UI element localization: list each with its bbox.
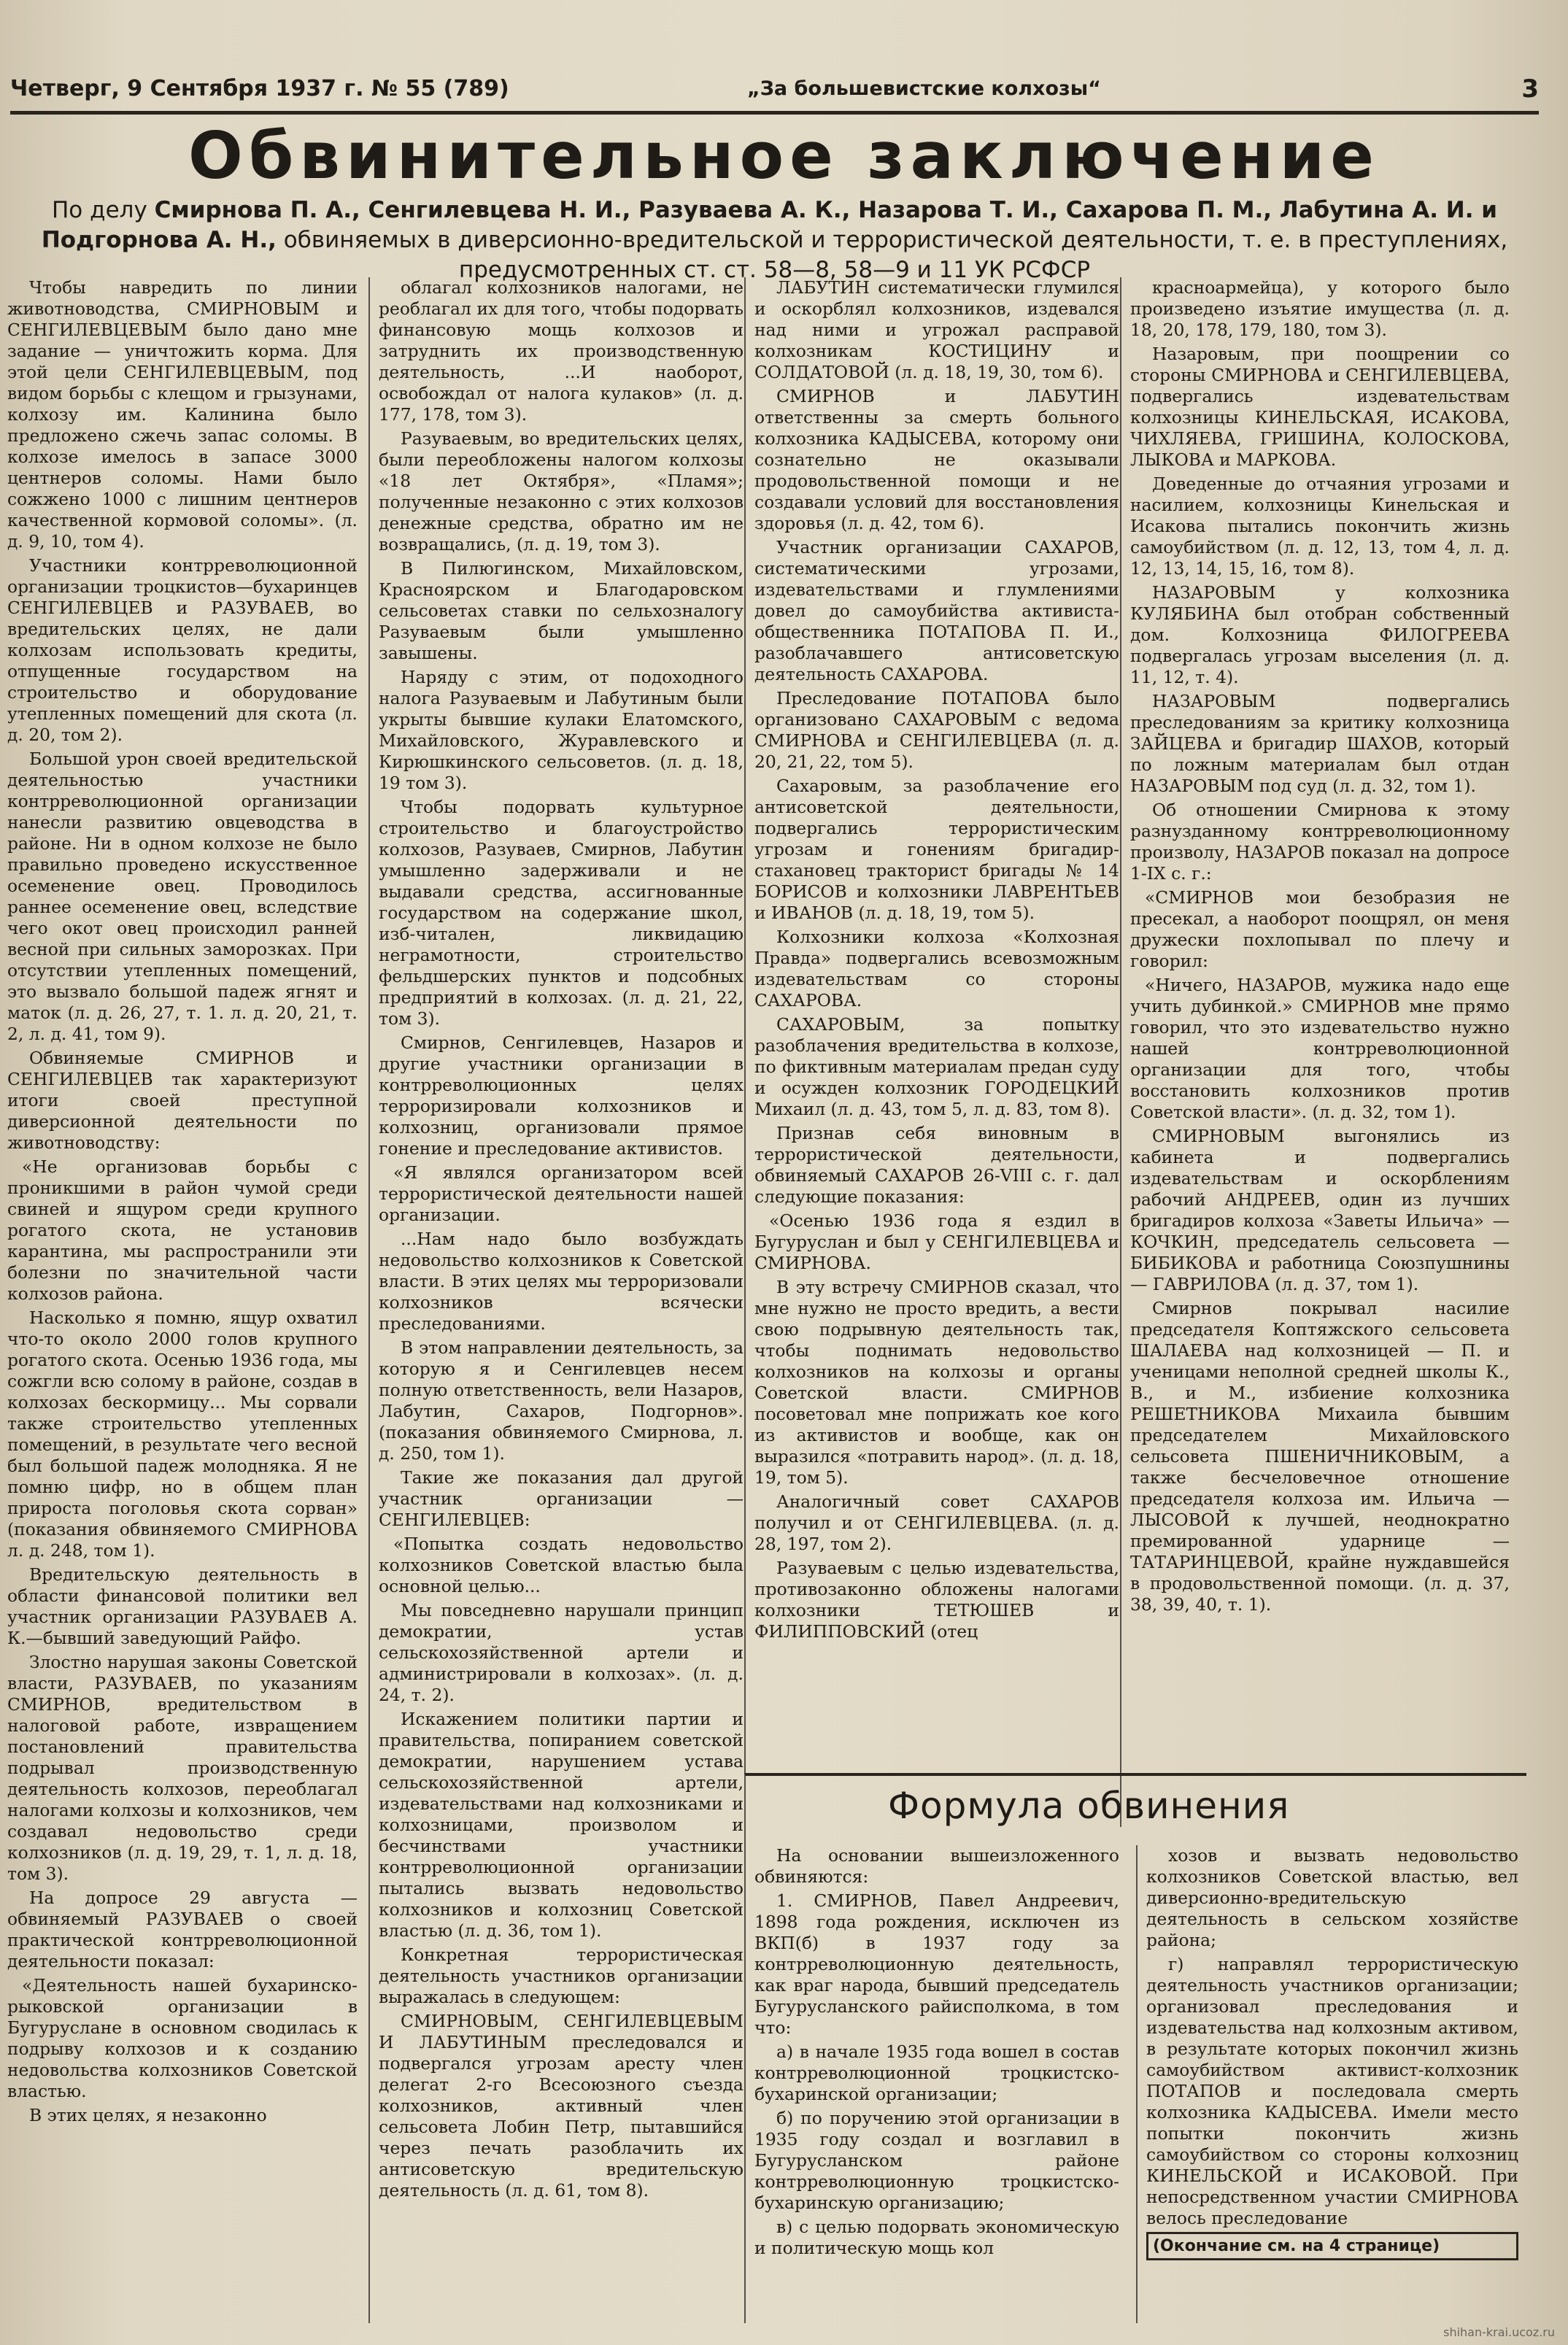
paragraph: В эту встречу СМИРНОВ сказал, что мне нужно не просто вредить, а вести свою подрывную деятельность так, чтобы поднимать недовольство колхозников на колхозы и органы Советской власти. СМИРНОВ посоветовал мне поприжать кое кого из активистов и вообще, как он выразился «потравить народ». (л. д. 18, 19, том 5). [754,1277,1119,1488]
paragraph: Преследование ПОТАПОВА было организовано САХАРОВЫМ с ведома СМИРНОВА и СЕНГИЛЕВЦЕВА (л. д. 20, 21, 22, том 5). [754,688,1119,772]
paragraph: Признав себя виновным в террористической деятельности, обвиняемый САХАРОВ 26-VIII с. г. дал следующие показания: [754,1123,1119,1207]
watermark: shihan-krai.ucoz.ru [1443,2325,1555,2339]
column-3 [744,277,1119,1827]
subhead-accused: Смирнова П. А., Сенгилевцева Н. И., Разуваева А. К., Назарова Т. И., Сахарова П. М., Лабутина А. И. и Подгорнова А. Н., [41,197,1497,253]
paragraph: Искажением политики партии и правительства, попиранием советской демократии, нарушением устава сельскохозяйственной артели, издевательствами над колхозниками и колхозницами, произволом и бесчинствами участники контрреволюционной организации пытались вызвать недовольство колхозников и колхозниц Советской властью (л. д. 36, том 1). [379,1709,744,1941]
paragraph: Наряду с этим, от подоходного налога Разуваевым и Лабутиным были укрыты бывшие кулаки Елатомского, Михайловского, Журавлевского и Кирюшкинского сельсоветов. (л. д. 18, 19 том 3). [379,667,744,793]
paragraph: «Попытка создать недовольство колхозников Советской властью была основной целью... [379,1534,744,1596]
paragraph: Участник организации САХАРОВ, систематическими угрозами, издевательствами и глумлениями довел до самоубийства активиста-общественника ПОТАПОВА П. И., разоблачавшего антисоветскую деятельность САХАРОВА. [754,537,1119,684]
formula-section [744,1773,1526,2323]
formula-column-left [754,1845,1119,2323]
paragraph: «Я являлся организатором всей террористической деятельности нашей организации. [379,1162,744,1225]
paragraph: Смирнов, Сенгилевцев, Назаров и другие участники организации в контрреволюционных целях терроризировали колхозников и колхозниц, организовали прямое гонение и преследование активистов. [379,1032,744,1159]
paper-name: „За большевистские колхозы“ [747,77,1101,100]
paragraph: САХАРОВЫМ, за попытку разоблачения вредительства в колхозе, по фиктивным материалам предан суду и осужден колхозник ГОРОДЕЦКИЙ Михаил (л. д. 43, том 5, л. д. 83, том 8). [754,1014,1119,1119]
paragraph: Злостно нарушая законы Советской власти, РАЗУВАЕВ, по указаниям СМИРНОВ, вредительством в налоговой работе, извращением постановлений правительства подрывал производственную деятельность колхозов, переоблагал налогами колхозы и колхозников, чем создавал недовольство среди колхозников (л. д. 19, 29, т. 1, л. д. 18, том 3). [7,1652,358,1884]
paragraph: красноармейца), у которого было произведено изъятие имущества (л. д. 18, 20, 178, 179, 180, том 3). [1130,277,1510,340]
paragraph: Смирнов покрывал насилие председателя Коптяжского сельсовета ШАЛАЕВА над колхозницей — П. и ученицами неполной средней школы К., В., и М., избиение колхозника РЕШЕТНИКОВА Михаила бывшим председателем Михайловского сельсовета ПШЕНИЧНИКОВЫМ, а также бесчеловечное отношение председателя колхоза им. Ильича — ЛЫСОВОЙ к лучшей, неоднократно премированной ударнице — ТАТАРИНЦЕВОЙ, крайне нуждавшейся в продовольственной помощи. (л. д. 37, 38, 39, 40, т. 1). [1130,1298,1510,1615]
paragraph: Участники контрреволюционной организации троцкистов—бухаринцев СЕНГИЛЕВЦЕВ и РАЗУВАЕВ, во вредительских целях, не дали колхозам использовать кредиты, отпущенные государством на строительство и оборудование утепленных помещений для скота (л. д. 20, том 2). [7,555,358,745]
masthead [10,67,1539,115]
paragraph: СМИРНОВ и ЛАБУТИН ответственны за смерть больного колхозника КАДЫСЕВА, которому они сознательно не оказывали продовольственной помощи и не создавали условий для восстановления здоровья (л. д. 42, том 6). [754,386,1119,533]
paragraph: Чтобы навредить по линии животноводства, СМИРНОВЫМ и СЕНГИЛЕВЦЕВЫМ было дано мне задание — уничтожить корма. Для этой цели СЕНГИЛЕВЦЕВЫМ, под видом борьбы с клещом и грызунами, колхозу им. Калинина было предложено сжечь запас соломы. В колхозе имелось в запасе 3000 центнеров соломы. Нами было сожжено 1000 с лишним центнеров качественной кормовой соломы». (л. д. 9, 10, том 4). [7,277,358,552]
paragraph: Разуваевым с целью издевательства, противозаконно обложены налогами колхозники ТЕТЮШЕВ и ФИЛИППОВСКИЙ (отец [754,1558,1119,1642]
paragraph: Мы повседневно нарушали принцип демократии, устав сельскохозяйственной артели и администрировали в колхозах». (л. д. 24, т. 2). [379,1600,744,1705]
paragraph: Колхозники колхоза «Колхозная Правда» подвергались всевозможным издевательствам со стороны САХАРОВА. [754,927,1119,1011]
subheadline [10,196,1539,285]
paragraph: Чтобы подорвать культурное строительство и благоустройство колхозов, Разуваев, Смирнов, Лабутин умышленно задерживали и не выдавали средства, ассигнованные государством на содержание школ, изб-читален, ликвидацию неграмотности, строительство фельдшерских пунктов и подсобных предприятий в колхозах. (л. д. 21, 22, том 3). [379,797,744,1029]
paragraph: Назаровым, при поощрении со стороны СМИРНОВА и СЕНГИЛЕВЦЕВА, подвергались издевательствам колхозницы КИНЕЛЬСКАЯ, ИСАКОВА, ЧИХЛЯЕВА, ГРИШИНА, КОЛОСКОВА, ЛЫКОВА и МАРКОВА. [1130,344,1510,470]
headline: Обвинительное заключение [188,118,1380,193]
paragraph: ...Нам надо было возбуждать недовольство колхозников к Советской власти. В этих целях мы терроризовали колхозников всячески преследованиями. [379,1229,744,1334]
paragraph: Вредительскую деятельность в области финансовой политики вел участник организации РАЗУВАЕВ А. К.—бывший заведующий Райфо. [7,1564,358,1648]
paragraph: Сахаровым, за разоблачение его антисоветской деятельности, подвергались террористическим угрозам и гонениям бригадир-стахановец тракторист бригады № 14 БОРИСОВ и колхозники ЛАВРЕНТЬЕВ и ИВАНОВ (л. д. 18, 19, том 5). [754,776,1119,923]
paragraph: Обвиняемые СМИРНОВ и СЕНГИЛЕВЦЕВ так характеризуют итоги своей преступной диверсионной деятельности по животноводству: [7,1048,358,1153]
paragraph: «Не организовав борьбы с проникшими в район чумой среди свиней и ящуром среди крупного рогатого скота, не установив карантина, мы распространили эти болезни по значительной части колхозов района. [7,1156,358,1304]
paragraph: Об отношении Смирнова к этому разнузданному контрреволюционному произволу, НАЗАРОВ показал на допросе 1-IX с. г.: [1130,800,1510,884]
paragraph: НАЗАРОВЫМ подвергались преследованиям за критику колхозница ЗАЙЦЕВА и бригадир ШАХОВ, который по ложным материалам был отдан НАЗАРОВЫМ под суд (л. д. 32, том 1). [1130,691,1510,796]
paragraph: хозов и вызвать недовольство колхозников Советской властью, вел диверсионно-вредительскую деятельность в сельском хозяйстве района; [1146,1845,1518,1950]
paragraph: Доведенные до отчаяния угрозами и насилием, колхозницы Кинельская и Исакова пытались покончить жизнь самоубийством (л. д. 12, 13, том 4, л. д. 12, 13, 14, 15, 16, том 8). [1130,474,1510,579]
paragraph: НАЗАРОВЫМ у колхозника КУЛЯБИНА был отобран собственный дом. Колхозница ФИЛОГРЕЕВА подвергалась угрозам выселения (л. д. 11, 12, т. 4). [1130,582,1510,687]
continuation-note: (Окончание см. на 4 странице) [1146,2232,1518,2260]
page-number: 3 [1521,74,1539,104]
paragraph: «Ничего, НАЗАРОВ, мужика надо еще учить дубинкой.» СМИРНОВ мне прямо говорил, что это издевательство нужно нашей контрреволюционной организации для того, чтобы восстановить колхозников против Советской власти». (л. д. 32, том 1). [1130,975,1510,1122]
paragraph: в) с целью подорвать экономическую и политическую мощь кол [754,2217,1119,2258]
paragraph: Такие же показания дал другой участник организации — СЕНГИЛЕВЦЕВ: [379,1467,744,1530]
paragraph: Конкретная террористическая деятельность участников организации выражалась в следующем: [379,1944,744,2007]
paragraph: Аналогичный совет САХАРОВ получил и от СЕНГИЛЕВЦЕВА. (л. д. 28, 197, том 2). [754,1491,1119,1554]
paragraph: В этом направлении деятельность, за которую я и Сенгилевцев несем полную ответственность, вели Назаров, Лабутин, Сахаров, Подгорнов». (показания обвиняемого Смирнова, л. д. 250, том 1). [379,1337,744,1464]
paragraph: «СМИРНОВ мои безобразия не пресекал, а наоборот поощрял, он меня дружески похлопывал по плечу и говорил: [1130,887,1510,971]
paragraph: ЛАБУТИН систематически глумился и оскорблял колхозников, издевался над ними и угрожал расправой колхозникам КОСТИЦИНУ и СОЛДАТОВОЙ (л. д. 18, 19, 30, том 6). [754,277,1119,382]
subhead-suffix: обвиняемых в диверсионно-вредительской и террористической деятельности, т. е. в преступлениях, предусмотренных ст. ст. 58—8, 58—9 и 11 УК РСФСР [283,227,1508,283]
formula-column-right [1136,1845,1518,2323]
formula-title: Формула обвинения [888,1785,1290,1827]
paragraph: Разуваевым, во вредительских целях, были переобложены налогом колхозы «18 лет Октября», «Пламя»; полученные незаконно с этих колхозов денежные средства, обратно им не возвращались, (л. д. 19, том 3). [379,428,744,555]
paragraph: б) по поручению этой организации в 1935 году создал и возглавил в Бугурусланском районе контрреволюционную троцкистско-бухаринскую организацию; [754,2108,1119,2213]
paragraph: Большой урон своей вредительской деятельностью участники контрреволюционной организации нанесли развитию овцеводства в районе. Ни в одном колхозе не было правильно проведено искусственное осеменение овец. Проводилось раннее осеменение овец, вследствие чего окот овец происходил ранней весной при сильных заморозках. При отсутствии утепленных помещений, это вызвало большой падеж ягнят и маток (л. д. 26, 27, т. 1. л. д. 20, 21, т. 2, л. д. 41, том 9). [7,749,358,1044]
paragraph: Насколько я помню, ящур охватил что-то около 2000 голов крупного рогатого скота. Осенью 1936 года, мы сожгли всю солому в районе, создав в колхозах бескормицу... Мы сорвали также строительство утепленных помещений, в результате чего весной был большой падеж молодняка. Я не помню цифр, но в общем план прироста поголовья скота сорван» (показания обвиняемого СМИРНОВА л. д. 248, том 1). [7,1307,358,1561]
column-4 [1120,277,1510,1827]
paragraph: СМИРНОВЫМ, СЕНГИЛЕВЦЕВЫМ И ЛАБУТИНЫМ преследовался и подвергался угрозам аресту член делегат 2-го Всесоюзного съезда колхозников, активный член сельсовета Лобин Петр, пытавшийся через печать разоблачить их антисоветскую вредительскую деятельность (л. д. 61, том 8). [379,2011,744,2201]
paragraph: г) направлял террористическую деятельность участников организации; организовал преследования и издевательства над колхозным активом, в результате которых покончил жизнь самоубийством активист-колхозник ПОТАПОВ и последовала смерть колхозника КАДЫСЕВА. Имели место попытки покончить жизнь самоубийством со стороны колхозниц КИНЕЛЬСКОЙ и ИСАКОВОЙ. При непосредственном участии СМИРНОВА велось преследование [1146,1954,1518,2228]
issue-date: Четверг, 9 Сентября 1937 г. № 55 (789) [10,76,509,101]
column-1 [7,277,358,2323]
paragraph: На допросе 29 августа — обвиняемый РАЗУВАЕВ о своей практической контрреволюционной деятельности показал: [7,1888,358,1971]
paragraph: На основании вышеизложенного обвиняются: [754,1845,1119,1887]
subhead-prefix: По делу [52,197,147,223]
column-2 [368,277,744,2323]
paragraph: В Пилюгинском, Михайловском, Красноярском и Благодаровском сельсоветах ставки по сельхозналогу Разуваевым были умышленно завышены. [379,558,744,663]
paragraph: «Осенью 1936 года я ездил в Бугуруслан и был у СЕНГИЛЕВЦЕВА и СМИРНОВА. [754,1210,1119,1273]
paragraph: 1. СМИРНОВ, Павел Андреевич, 1898 года рождения, исключен из ВКП(б) в 1937 году за контрреволюционную деятельность, как враг народа, бывший председатель Бугурусланского райисполкома, в том что: [754,1890,1119,2038]
paragraph: а) в начале 1935 года вошел в состав контрреволюционной троцкистско-бухаринской организации; [754,2041,1119,2104]
paragraph: облагал колхозников налогами, не реоблагал их для того, чтобы подорвать финансовую мощь колхозов и затруднить их производственную деятельность, ...И наоборот, освобождал от налога кулаков» (л. д. 177, 178, том 3). [379,277,744,425]
paragraph: «Деятельность нашей бухаринско-рыковской организации в Бугуруслане в основном сводилась к подрыву колхозов и к созданию недовольства колхозников Советской властью. [7,1975,358,2101]
paragraph: СМИРНОВЫМ выгонялись из кабинета и подвергались издевательствам и оскорблениям рабочий АНДРЕЕВ, один из лучших бригадиров колхоза «Заветы Ильича» — КОЧКИН, председатель сельсовета — БИБИКОВА и работница Союзпушнины — ГАВРИЛОВА (л. д. 37, том 1). [1130,1126,1510,1294]
paragraph: В этих целях, я незаконно [29,2105,267,2125]
